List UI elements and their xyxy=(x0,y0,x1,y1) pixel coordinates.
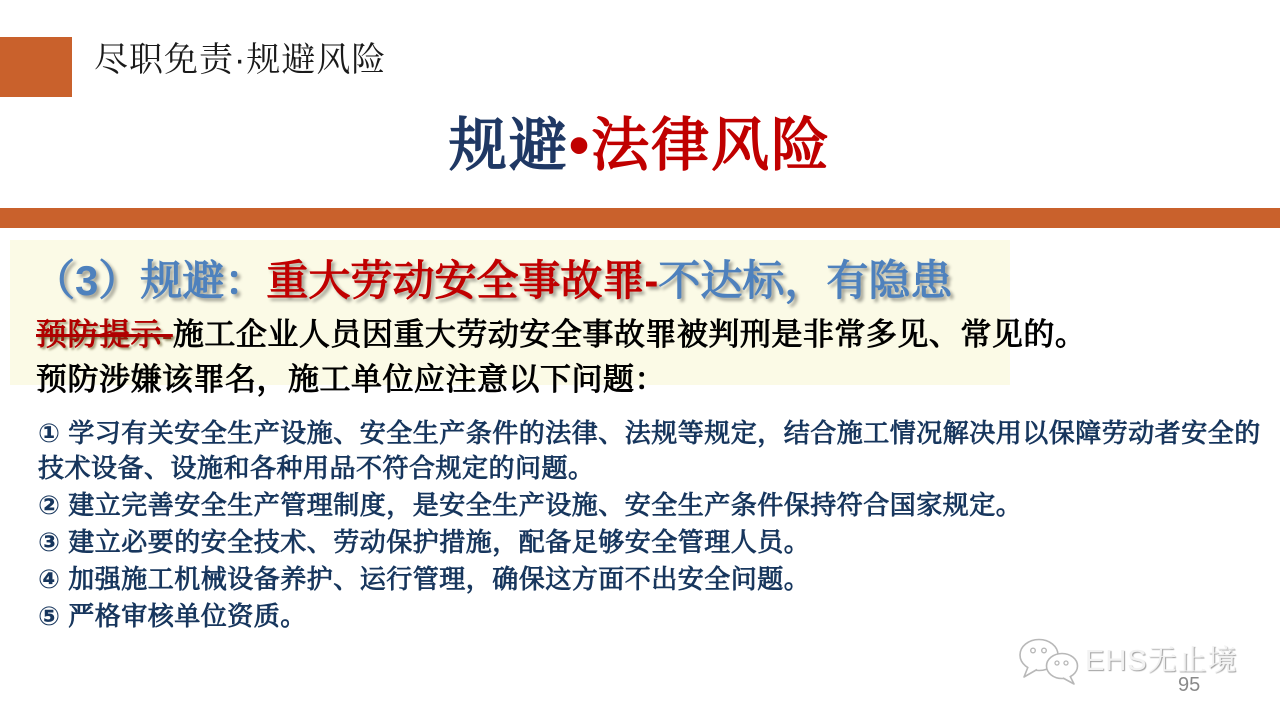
prevention-tip-label: 预防提示- xyxy=(36,317,173,352)
wechat-icon xyxy=(1016,636,1082,688)
section-heading-suffix: 不达标，有隐患 xyxy=(658,257,953,304)
prevention-line1-text: 施工企业人员因重大劳动安全事故罪被判刑是非常多见、常见的。 xyxy=(172,317,1087,352)
section-heading-crime: 重大劳动安全事故罪- xyxy=(266,257,659,304)
prevention-paragraph-line1 xyxy=(36,312,1266,357)
list-item: ④ 加强施工机械设备养护、运行管理，确保这方面不出安全问题。 xyxy=(38,564,811,594)
prevention-paragraph-line2: 预防涉嫌该罪名，施工单位应注意以下问题： xyxy=(36,362,666,397)
list-item: ⑤ 严格审核单位资质。 xyxy=(38,601,307,631)
point-list xyxy=(38,416,1262,636)
main-title-bullet: • xyxy=(568,113,592,178)
main-title-part2: 法律风险 xyxy=(591,113,832,178)
main-title-part1: 规避 xyxy=(448,113,569,178)
divider-bar xyxy=(0,208,1280,228)
page-number: 95 xyxy=(1178,674,1201,696)
brand-watermark: EHS无止境 xyxy=(1085,645,1238,677)
list-item: ① 学习有关安全生产设施、安全生产条件的法律、法规等规定，结合施工情况解决用以保障劳动者安全的技术设备、设施和各种用品不符合规定的问题。 xyxy=(38,418,1261,483)
section-heading xyxy=(33,255,952,307)
main-title xyxy=(0,110,1280,182)
list-item: ③ 建立必要的安全技术、劳动保护措施，配备足够安全管理人员。 xyxy=(38,527,811,557)
prevention-paragraph xyxy=(36,312,1266,402)
header-accent-square xyxy=(0,37,72,97)
list-item: ② 建立完善安全生产管理制度，是安全生产设施、安全生产条件保持符合国家规定。 xyxy=(38,490,1023,520)
section-heading-prefix: （3）规避： xyxy=(33,257,267,304)
header-title: 尽职免责·规避风险 xyxy=(94,41,387,79)
